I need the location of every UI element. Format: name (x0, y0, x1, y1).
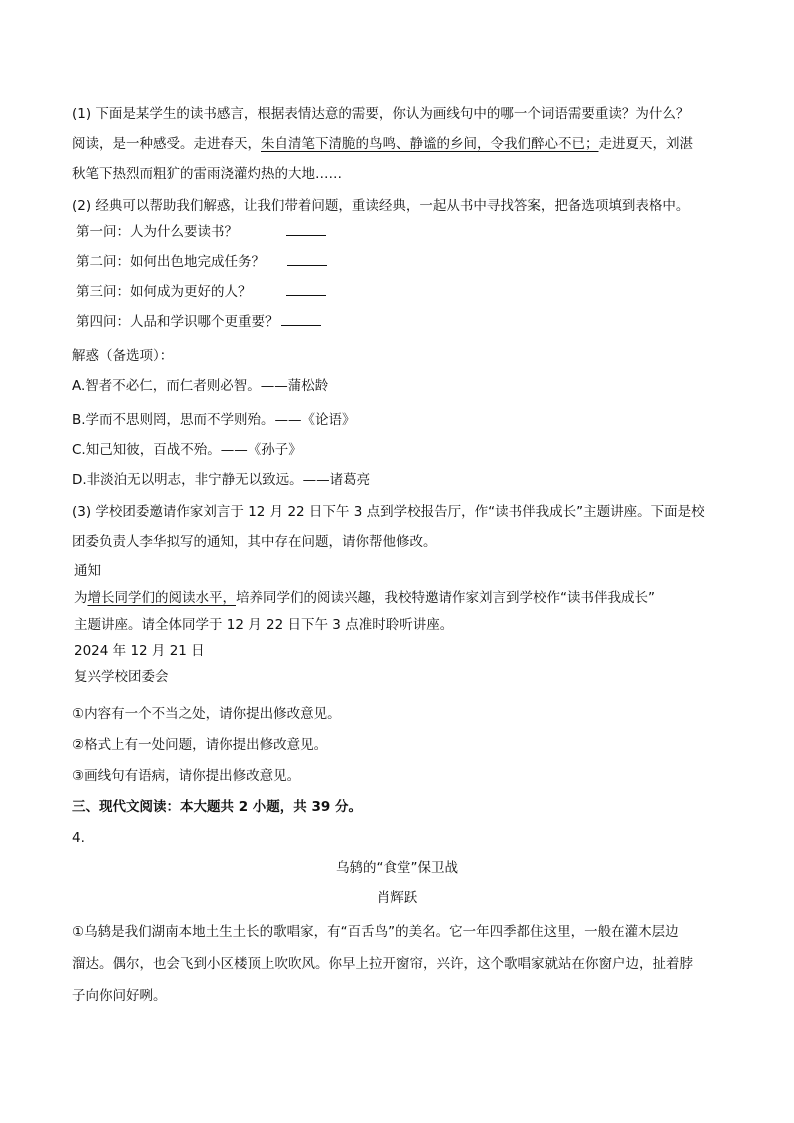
notice-body-line-2: 主题讲座。请全体同学于 12 月 22 日下午 3 点准时聆听讲座。 (74, 617, 454, 633)
notice-date: 2024 年 12 月 21 日 (74, 643, 205, 659)
q1-passage-text-end: 走进夏天，刘湛 (598, 136, 693, 152)
question-number: 4. (72, 830, 85, 846)
q2-question-text: 第二问：如何出色地完成任务？ (76, 254, 265, 270)
q2-option-d: D.非淡泊无以明志，非宁静无以致远。——诸葛亮 (72, 472, 371, 488)
q2-option-c: C.知己知彼，百战不殆。——《孙子》 (72, 442, 302, 458)
article-author: 肖辉跃 (376, 890, 418, 906)
q2-question-text: 第三问：如何成为更好的人？ (76, 284, 252, 300)
q3-task-3: ③画线句有语病，请你提出修改意见。 (72, 768, 301, 784)
notice-title: 通知 (74, 563, 101, 579)
paragraph-line-1: ①乌鸫是我们湖南本地土生土长的歌唱家，有“百舌鸟”的美名。它一年四季都住这里，一般在灌木层边 (72, 924, 679, 940)
q2-option-b: B.学而不思则罔，思而不学则殆。——《论语》 (72, 412, 356, 428)
q2-question-3 (76, 282, 326, 302)
answer-blank[interactable] (286, 283, 326, 296)
q3-task-1: ①内容有一个不当之处，请你提出修改意见。 (72, 706, 341, 722)
section-heading-label: 三、现代文阅读： (72, 799, 180, 815)
q1-passage-line-1 (72, 134, 693, 154)
notice-text: 为 (74, 590, 88, 606)
q2-question-2 (76, 252, 327, 272)
q3-task-2: ②格式上有一处问题，请你提出修改意见。 (72, 737, 328, 753)
notice-underlined-sentence: 增长同学们的阅读水平， (87, 590, 236, 606)
answer-blank[interactable] (281, 313, 321, 326)
q2-option-a: A.智者不必仁，而仁者则必智。——蒲松龄 (72, 378, 329, 394)
notice-signature: 复兴学校团委会 (74, 669, 169, 685)
answer-blank[interactable] (287, 253, 327, 266)
q2-options-title: 解惑（备选项）： (72, 348, 174, 364)
q2-question-text: 第四问：人品和学识哪个更重要？ (76, 314, 279, 330)
q2-question-text: 第一问：人为什么要读书？ (76, 224, 238, 240)
article-title: 乌鸫的“食堂”保卫战 (336, 860, 458, 876)
answer-blank[interactable] (286, 223, 326, 236)
q1-passage-text: 阅读，是一种感受。走进春天， (72, 136, 261, 152)
q1-passage-line-2: 秋笔下热烈而粗犷的雷雨浇灌灼热的大地…… (72, 166, 342, 182)
section-heading-detail: 本大题共 2 小题，共 39 分。 (180, 799, 362, 815)
q1-underlined-sentence: 朱自清笔下清脆的鸟鸣、静谧的乡间，令我们醉心不已； (261, 136, 599, 152)
q3-prompt-line-2: 团委负责人李华拟写的通知，其中存在问题，请你帮他修改。 (72, 534, 437, 550)
q2-question-1 (76, 222, 326, 242)
paragraph-line-2: 溜达。偶尔，也会飞到小区楼顶上吹吹风。你早上拉开窗帘，兴许，这个歌唱家就站在你窗户边，扯着脖 (72, 956, 693, 972)
notice-body-line-1 (74, 588, 655, 608)
q3-prompt-line-1: (3) 学校团委邀请作家刘言于 12 月 22 日下午 3 点到学校报告厅，作“读书伴我成长”主题讲座。下面是校 (72, 504, 705, 520)
q1-prompt: (1) 下面是某学生的读书感言，根据表情达意的需要，你认为画线句中的哪一个词语需要重读？为什么？ (72, 106, 690, 122)
notice-text-end: 培养同学们的阅读兴趣，我校特邀请作家刘言到学校作“读书伴我成长” (236, 590, 655, 606)
section-heading (72, 797, 362, 817)
paragraph-line-3: 子向你问好咧。 (72, 988, 167, 1004)
q2-question-4 (76, 312, 321, 332)
q2-prompt: (2) 经典可以帮助我们解惑，让我们带着问题，重读经典，一起从书中寻找答案，把备选项填到表格中。 (72, 198, 690, 214)
